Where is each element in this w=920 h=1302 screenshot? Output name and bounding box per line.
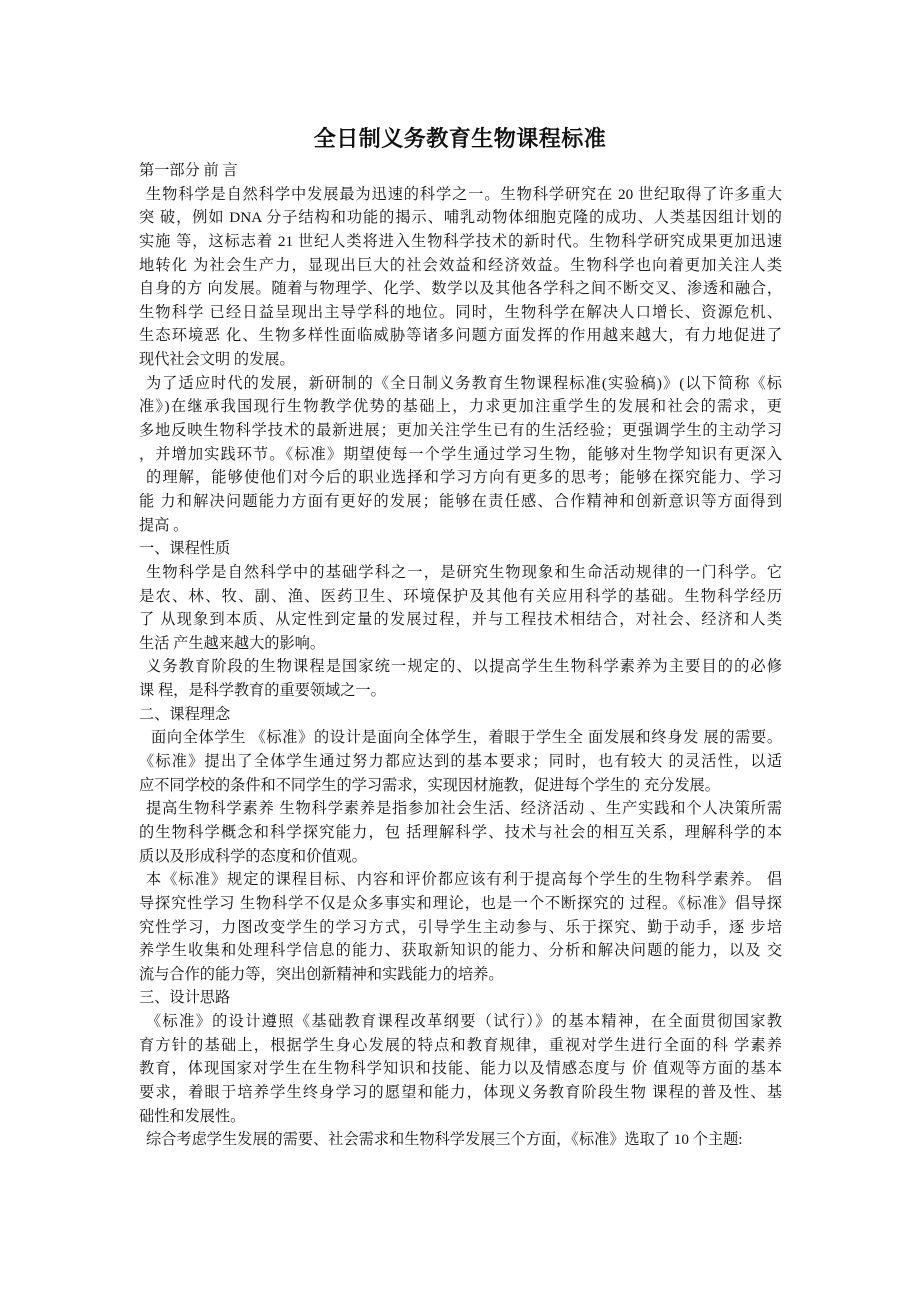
text-line: 的生物科学概念和科学探究能力，包 括理解科学、技术与社会的相互关系，理解科学的本	[139, 823, 782, 841]
text-line: 生物科学是自然科学中的基础学科之一，是研究生物现象和生命活动规律的一门科学。它	[146, 563, 782, 581]
text-line: 流与合作的能力等，突出创新精神和实践能力的培养。	[139, 965, 504, 983]
text-line: 应不同学校的条件和不同学生的学习需求，实现因材施教，促进每个学生的 充分发展。	[139, 776, 720, 794]
text-line: 生活 产生越来越大的影响。	[139, 634, 326, 652]
text-line: 究性学习，力图改变学生的学习方式，引导学生主动参与、乐于探究、勤于动手，逐 步培	[139, 918, 782, 936]
text-line: 《标准》提出了全体学生通过努力都应达到的基本要求；同时，也有较大 的灵活性，以适	[139, 753, 782, 771]
text-line: 义务教育阶段的生物课程是国家统一规定的、以提高学生生物科学素养为主要目的的必修	[146, 658, 782, 676]
text-line: 生态环境恶 化、生物多样性面临威胁等诸多问题方面发挥的作用越来越大，有力地促进了	[139, 327, 782, 345]
section-heading-course-philosophy: 二、课程理念	[139, 705, 231, 723]
text-line: 提高生物科学素养 生物科学素养是指参加社会生活、经济活动 、生产实践和个人决策所需	[146, 800, 782, 818]
text-line: 生物科学是自然科学中发展最为迅速的科学之一。生物科学研究在 20 世纪取得了许多重大	[146, 185, 782, 203]
text-line: 实施 等，这标志着 21 世纪人类将进入生物科学技术的新时代。生物科学研究成果更加迅速	[139, 232, 782, 250]
text-line: 教育，体现国家对学生在生物科学知识和技能、能力以及情感态度与 价 值观等方面的基本	[139, 1060, 782, 1078]
section-heading-preface: 第一部分 前 言	[139, 162, 238, 179]
text-line: 质以及形成科学的态度和价值观。	[139, 847, 367, 865]
document-title: 全日制义务教育生物课程标准	[313, 127, 607, 152]
text-line: 地转化 为社会生产力，显现出巨大的社会效益和经济效益。生物科学也向着更加关注人类	[139, 256, 782, 274]
text-line: 突 破，例如 DNA 分子结构和功能的揭示、哺乳动物体细胞克隆的成功、人类基因组计划的	[139, 209, 782, 227]
text-line: 是农、林、牧、副、渔、医药卫生、环境保护及其他有关应用科学的基础。生物科学经历	[139, 587, 782, 605]
text-line: 自身的方 向发展。随着与物理学、化学、数学以及其他各学科之间不断交叉、渗透和融合，	[139, 280, 782, 298]
text-line: 导探究性学习 生物科学不仅是众多事实和理论，也是一个不断探究的 过程。《标准》倡导探	[139, 894, 782, 912]
text-line: 的理解，能够使他们对今后的职业选择和学习方向有更多的思考；能够在探究能力、学习	[146, 469, 782, 487]
text-line: 课 程，是科学教育的重要领域之一。	[139, 682, 386, 700]
text-line: 能 力和解决问题能力方面有更好的发展；能够在责任感、合作精神和创新意识等方面得到	[139, 492, 782, 510]
document-body	[139, 159, 782, 1152]
text-line: 育方针的基础上，根据学生身心发展的特点和教育规律，重视对学生进行全面的科 学素养	[139, 1036, 782, 1054]
text-line: 准》)在继承我国现行生物教学优势的基础上，力求更加注重学生的发展和社会的需求，更	[139, 398, 782, 416]
text-line: 现代社会文明 的发展。	[139, 351, 295, 369]
text-line: 础性和发展性。	[139, 1107, 246, 1125]
text-line: 为了适应时代的发展，新研制的《全日制义务教育生物课程标准(实验稿)》(以下简称《标	[146, 374, 782, 392]
text-line: 生物科学 已经日益呈现出主导学科的地位。同时，生物科学在解决人口增长、资源危机、	[139, 303, 782, 321]
section-heading-design-approach: 三、设计思路	[139, 989, 231, 1007]
section-heading-course-nature: 一、课程性质	[139, 540, 231, 558]
text-line: 提高 。	[139, 516, 189, 534]
text-line: 《标准》的设计遵照《基础教育课程改革纲要（试行）》的基本精神，在全面贯彻国家教	[146, 1013, 782, 1031]
text-line: 养学生收集和处理科学信息的能力、获取新知识的能力、分析和解决问题的能力，以及 交	[139, 942, 782, 960]
text-line: 面向全体学生 《标准》的设计是面向全体学生，着眼于学生全 面发展和终身发 展的需要。	[151, 729, 782, 747]
text-line: 综合考虑学生发展的需要、社会需求和生物科学发展三个方面，《标准》选取了 10 个主题:	[146, 1131, 743, 1149]
text-line: 要求，着眼于培养学生终身学习的愿望和能力，体现义务教育阶段生物 课程的普及性、基	[139, 1083, 782, 1101]
text-line: 多地反映生物科学技术的最新进展；更加关注学生已有的生活经验；更强调学生的主动学习	[139, 422, 782, 440]
text-line: 了 从现象到本质、从定性到定量的发展过程，并与工程技术相结合，对社会、经济和人类	[139, 611, 782, 629]
text-line: ，并增加实践环节。《标准》期望使每一个学生通过学习生物，能够对生物学知识有更深入	[139, 445, 782, 463]
text-line: 本《标准》规定的课程目标、内容和评价都应该有利于提高每个学生的生物科学素养。 倡	[146, 871, 782, 889]
